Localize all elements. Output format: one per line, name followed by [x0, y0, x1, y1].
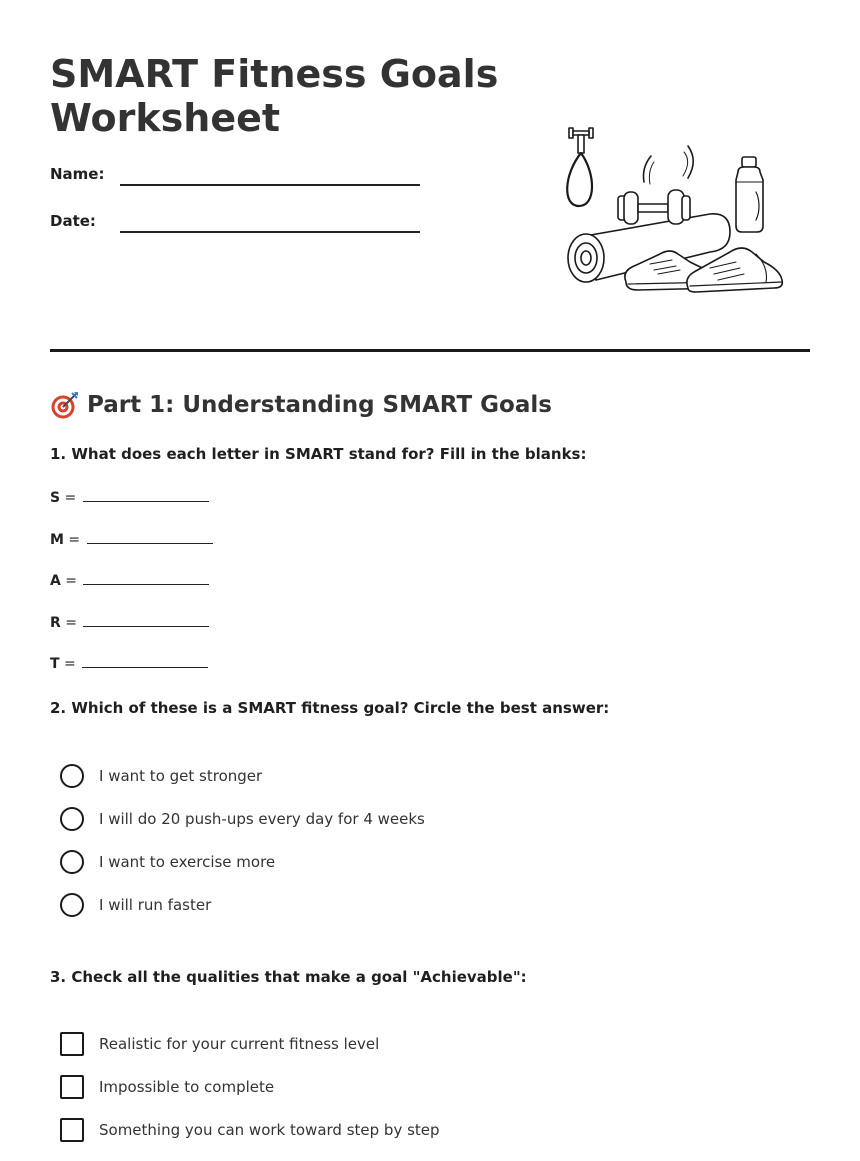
equals-sign: = [65, 573, 78, 589]
q3-option-label: Impossible to complete [99, 1078, 275, 1096]
q2-option-label: I will run faster [99, 896, 212, 914]
equals-sign: = [64, 656, 76, 672]
smart-letter-row [50, 529, 213, 549]
part1-heading [50, 389, 552, 421]
question-1: 1. What does each letter in SMART stand for? Fill in the blanks: [50, 445, 587, 463]
radio-circle[interactable] [60, 850, 84, 874]
fill-blank-line[interactable] [83, 487, 209, 502]
q3-option-label: Realistic for your current fitness level [99, 1035, 380, 1053]
section-divider [50, 349, 810, 352]
q3-option[interactable] [60, 1117, 440, 1143]
q2-option[interactable] [60, 806, 425, 832]
q3-option[interactable] [60, 1074, 274, 1100]
name-label: Name: [50, 165, 105, 183]
name-blank-line[interactable] [120, 184, 420, 186]
checkbox[interactable] [60, 1075, 84, 1099]
smart-letter: S [50, 490, 61, 506]
dumbbell-icon [618, 190, 690, 224]
q2-option-label: I will do 20 push-ups every day for 4 weeks [99, 810, 425, 828]
date-field [50, 212, 430, 236]
smart-letter: T [50, 656, 60, 672]
q3-option-label: Something you can work toward step by step [99, 1121, 440, 1139]
checkbox[interactable] [60, 1032, 84, 1056]
q2-option-label: I want to get stronger [99, 767, 263, 785]
name-field [50, 165, 430, 189]
smart-letter: R [50, 615, 61, 631]
q2-option[interactable] [60, 849, 275, 875]
smart-letter-row [50, 653, 208, 673]
bullseye-dart-icon [50, 390, 80, 420]
checkbox[interactable] [60, 1118, 84, 1142]
smart-letter-row [50, 612, 209, 632]
q2-option[interactable] [60, 763, 262, 789]
q3-option[interactable] [60, 1031, 379, 1057]
date-blank-line[interactable] [120, 231, 420, 233]
equals-sign: = [64, 490, 77, 506]
smart-letter-row [50, 570, 209, 590]
water-bottle-icon [736, 157, 763, 232]
radio-circle[interactable] [60, 893, 84, 917]
fill-blank-line[interactable] [83, 612, 209, 627]
date-label: Date: [50, 212, 96, 230]
q2-option[interactable] [60, 892, 211, 918]
smart-letter-row [50, 487, 209, 507]
worksheet-title: SMART Fitness Goals Worksheet [50, 52, 499, 140]
question-3: 3. Check all the qualities that make a goal "Achievable": [50, 968, 527, 986]
fill-blank-line[interactable] [82, 653, 208, 668]
fill-blank-line[interactable] [87, 529, 213, 544]
smart-letter: M [50, 532, 64, 548]
fitness-equipment-illustration [560, 122, 786, 294]
part1-title: Part 1: Understanding SMART Goals [87, 392, 552, 418]
fill-blank-line[interactable] [83, 570, 209, 585]
suspension-strap-icon [567, 128, 593, 206]
q2-option-label: I want to exercise more [99, 853, 276, 871]
radio-circle[interactable] [60, 764, 84, 788]
equals-sign: = [65, 615, 77, 631]
equals-sign: = [68, 532, 81, 548]
question-2: 2. Which of these is a SMART fitness goal? Circle the best answer: [50, 699, 610, 717]
smart-letter: A [50, 573, 61, 589]
radio-circle[interactable] [60, 807, 84, 831]
